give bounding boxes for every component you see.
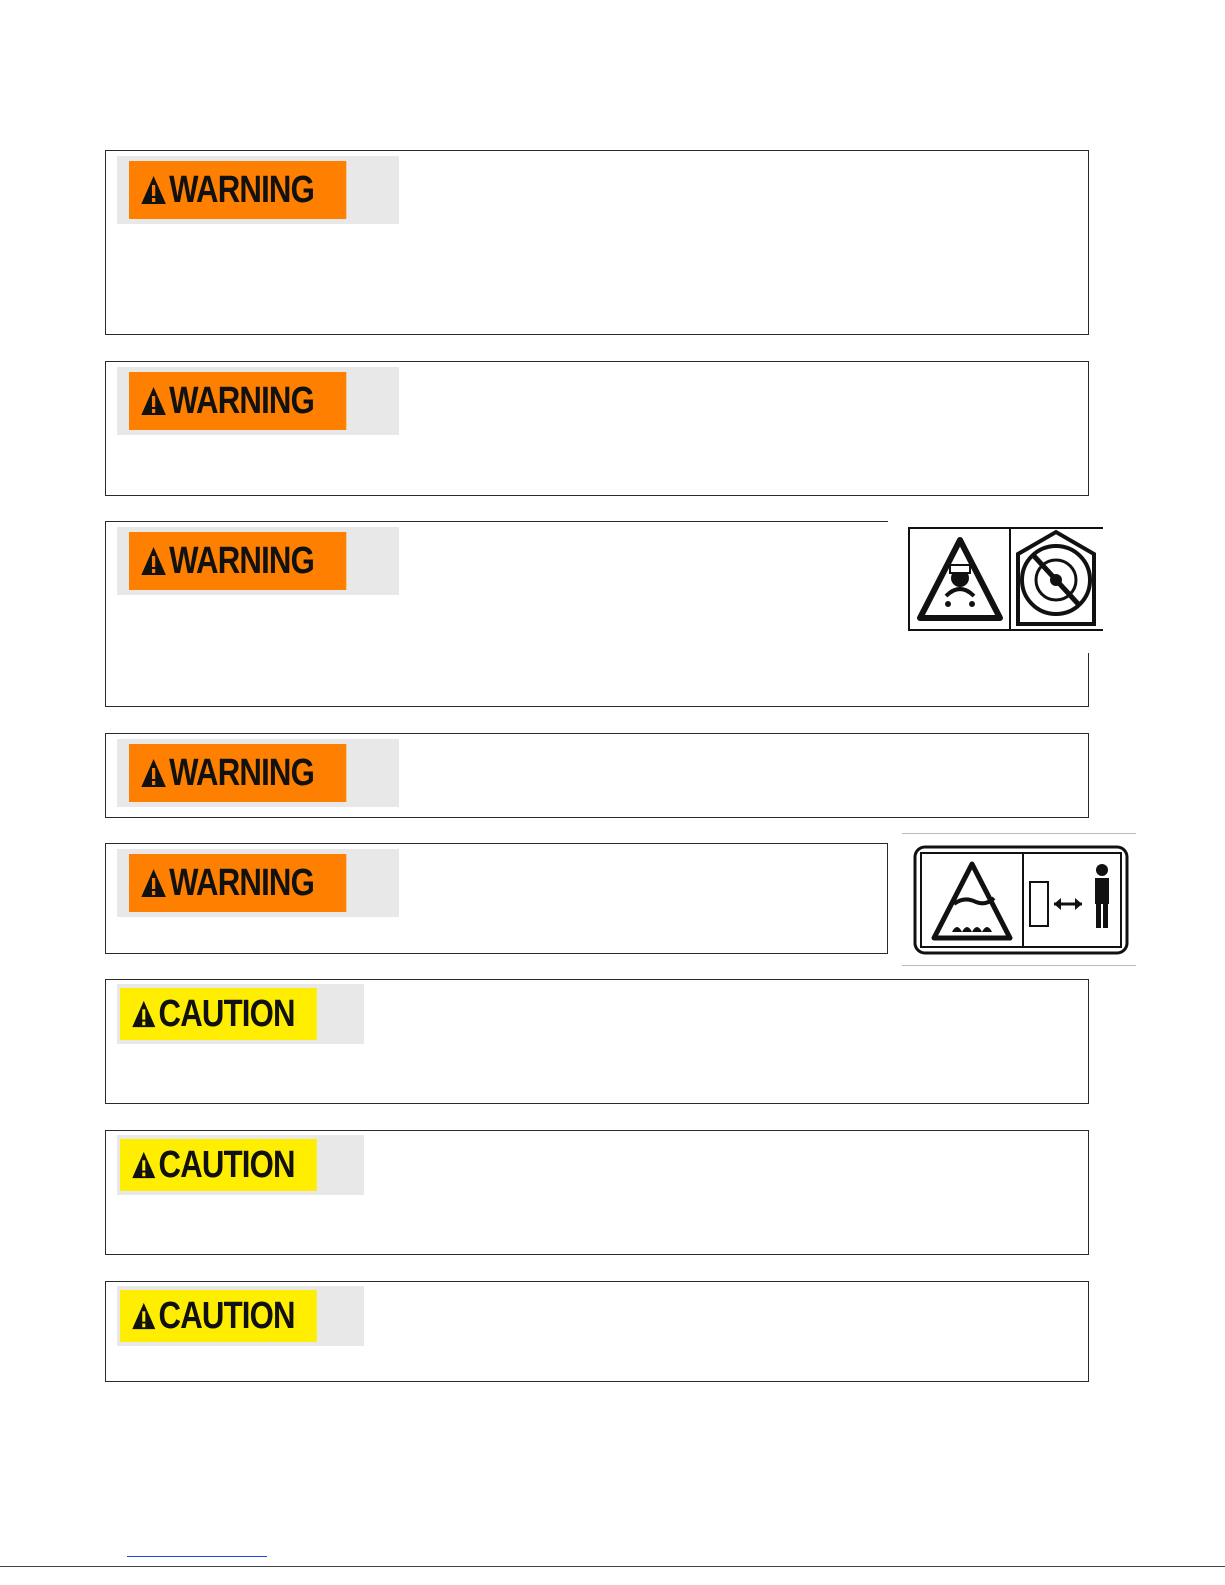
warning-triangle-icon <box>131 999 157 1029</box>
warning-triangle-icon <box>140 757 168 789</box>
caution-label-frame <box>117 984 364 1044</box>
caution-label-text: CAUTION <box>158 1143 295 1186</box>
caution-box-1 <box>105 979 1089 1104</box>
caution-label-frame <box>117 1135 364 1195</box>
warning-label-frame <box>117 849 399 917</box>
warning-label-frame <box>117 156 399 224</box>
caution-box-3 <box>105 1281 1089 1382</box>
footer-rule <box>0 1566 1225 1567</box>
warning-label-text: WARNING <box>169 861 315 904</box>
warning-label-frame <box>117 739 399 807</box>
warning-triangle-icon <box>140 174 168 206</box>
warning-box-2 <box>105 361 1089 496</box>
warning-label <box>129 744 346 802</box>
warning-box-5 <box>105 843 888 954</box>
no-indoor-generator-icon <box>1018 532 1094 624</box>
caution-label <box>120 1290 317 1342</box>
warning-label-text: WARNING <box>169 379 315 422</box>
caution-box-2 <box>105 1130 1089 1255</box>
caution-label-text: CAUTION <box>158 1294 295 1337</box>
warning-triangle-icon <box>131 1150 157 1180</box>
warning-triangle-icon <box>140 867 168 899</box>
warning-label-frame <box>117 367 399 435</box>
warning-label-frame <box>117 527 399 595</box>
fumes-pictogram <box>888 518 1103 653</box>
warning-box-1 <box>105 150 1089 335</box>
warning-triangle-icon <box>131 1301 157 1331</box>
warning-label-text: WARNING <box>169 539 315 582</box>
caution-label-text: CAUTION <box>158 992 295 1035</box>
warning-label <box>129 161 346 219</box>
warning-label <box>129 854 346 912</box>
warning-label <box>129 532 346 590</box>
caution-label <box>120 1139 317 1191</box>
warning-label-text: WARNING <box>169 168 315 211</box>
hot-surface-pictogram <box>902 833 1136 966</box>
caution-label-frame <box>117 1286 364 1346</box>
warning-triangle-icon <box>140 545 168 577</box>
warning-label-text: WARNING <box>169 751 315 794</box>
footer-link-underline[interactable] <box>127 1556 267 1557</box>
warning-triangle-icon <box>140 385 168 417</box>
warning-label <box>129 372 346 430</box>
warning-box-4 <box>105 733 1089 818</box>
caution-label <box>120 988 317 1040</box>
